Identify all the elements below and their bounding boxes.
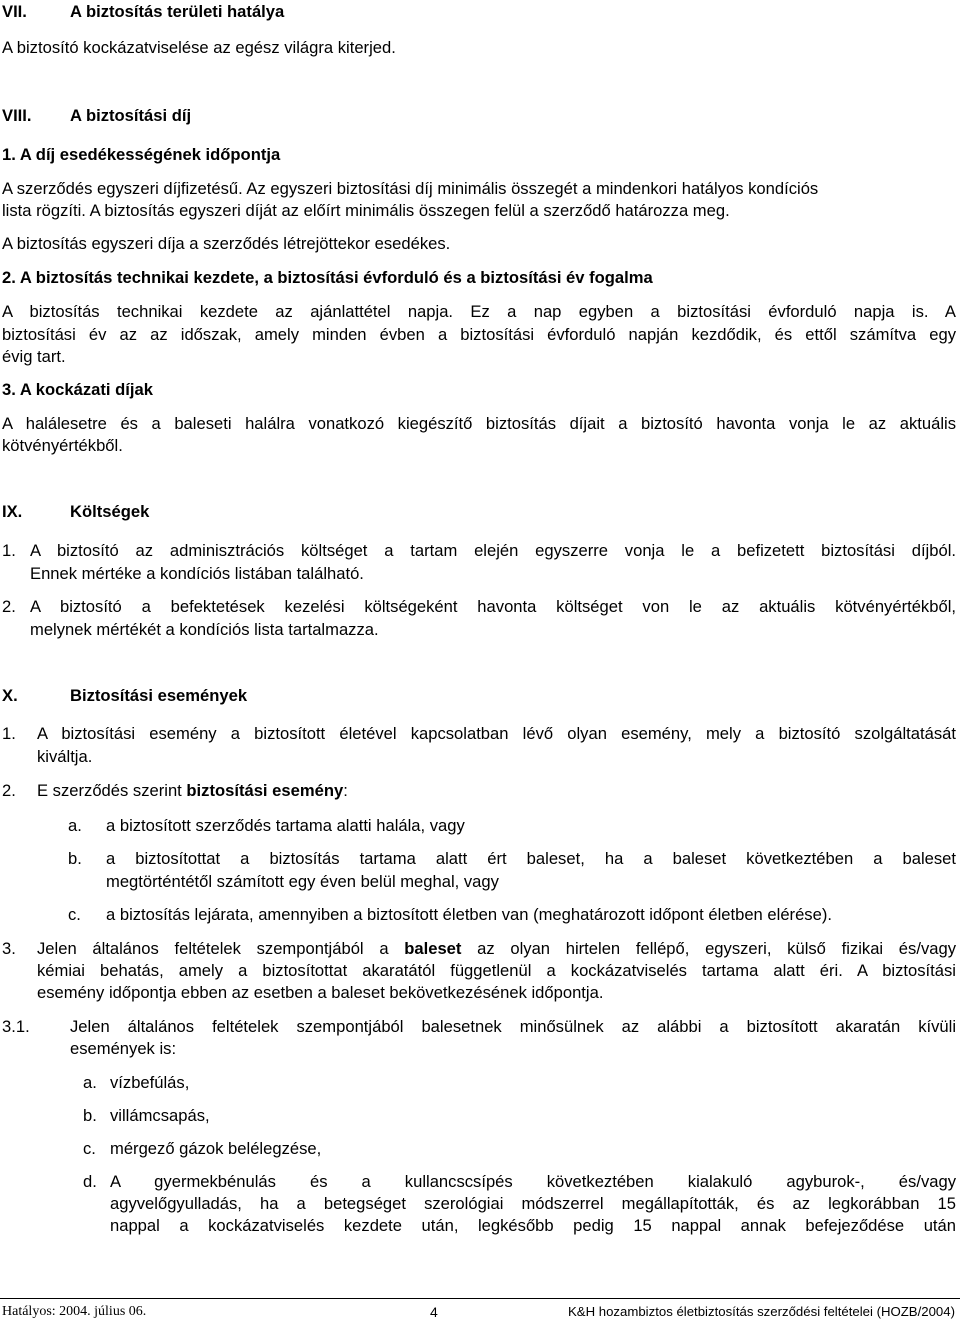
- subsection-title: 2. A biztosítás technikai kezdete, a biztosítási évforduló és a biztosítási év fogalma: [2, 268, 653, 287]
- list-item-line: kiváltja.: [37, 747, 93, 766]
- sub-list-item-line: A gyermekbénulás és a kullancscsípés következtében kialakuló agyburok-, és/vagy: [110, 1172, 956, 1191]
- section-title: Költségek: [70, 502, 150, 521]
- paragraph-line: évig tart.: [2, 347, 66, 366]
- list-item-line: A biztosító az adminisztrációs költséget a tartam elején egyszerre vonja le a befizetett biztosítási díjból.: [30, 541, 956, 560]
- section-title: A biztosítási díj: [70, 106, 192, 125]
- list-number: 1.: [2, 724, 16, 743]
- sub-list-item-line: nappal a kockázatviselés kezdete után, legkésőbb pedig 15 nappal annak befejeződése után: [110, 1216, 956, 1235]
- subsection-title: 3. A kockázati díjak: [2, 380, 153, 399]
- bold-term: baleset: [404, 939, 462, 958]
- section-number: X.: [2, 686, 18, 705]
- list-item-line: [37, 779, 956, 802]
- list-item-line: A biztosítási esemény a biztosított életével kapcsolatban lévő olyan esemény, mely a biztosító szolgáltatását: [37, 724, 956, 743]
- sub-list-item-line: agyvelőgyulladás, ha a betegséget szerológiai módszerrel megállapították, és az legkorábban 15: [110, 1194, 956, 1213]
- sub-list-letter: a.: [68, 816, 82, 835]
- section-title: Biztosítási események: [70, 686, 248, 705]
- sub-list-letter: c.: [68, 905, 81, 924]
- section-number: IX.: [2, 502, 23, 521]
- sub-list-item: a biztosított szerződés tartama alatti halála, vagy: [106, 816, 465, 835]
- list-item-line: [37, 937, 956, 960]
- sub-list-letter: a.: [83, 1073, 97, 1092]
- footer-rule: [0, 1298, 960, 1299]
- list-number: 2.: [2, 597, 16, 616]
- list-number: 1.: [2, 541, 16, 560]
- list-item-line: kémiai behatás, amely a biztosítottat akaratától függetlenül a kockázatviselés tartama alatt éri. A biztosítási: [37, 961, 956, 980]
- list-item-line: Jelen általános feltételek szempontjából balesetnek minősülnek az alábbi a biztosított akaratán kívüli: [70, 1017, 956, 1036]
- paragraph-line: lista rögzíti. A biztosítás egyszeri díját az előírt minimális összegen felül a szerződő határozza meg.: [2, 201, 730, 220]
- sub-list-item: vízbefúlás,: [110, 1073, 190, 1092]
- section-title: A biztosítás területi hatálya: [70, 2, 285, 21]
- sub-list-item: a biztosítás lejárata, amennyiben a biztosított életben van (meghatározott időpont életben elérése).: [106, 905, 832, 924]
- paragraph-line: A szerződés egyszeri díjfizetésű. Az egyszeri biztosítási díj minimális összegét a mindenkori hatályos kondíciós: [2, 179, 819, 198]
- list-item-line: esemény időpontja ebben az esetben a baleset bekövetkezésének időpontja.: [37, 983, 604, 1002]
- list-item-line: Ennek mértéke a kondíciós listában található.: [30, 564, 364, 583]
- list-number: 3.: [2, 939, 16, 958]
- list-item-line: események is:: [70, 1039, 177, 1058]
- sub-list-item: villámcsapás,: [110, 1106, 210, 1125]
- text-run: :: [343, 781, 348, 800]
- sub-list-item: mérgező gázok belélegzése,: [110, 1139, 322, 1158]
- footer-effective-date: Hatályos: 2004. július 06.: [2, 1304, 147, 1319]
- paragraph-line: kötvényértékből.: [2, 436, 123, 455]
- list-number: 3.1.: [2, 1017, 30, 1036]
- sub-list-letter: c.: [83, 1139, 96, 1158]
- subsection-title: 1. A díj esedékességének időpontja: [2, 145, 281, 164]
- sub-list-letter: d.: [83, 1172, 97, 1191]
- list-item-line: A biztosító a befektetések kezelési költségeként havonta költséget von le az aktuális kötvényértékből,: [30, 597, 956, 616]
- footer-page-number: 4: [430, 1304, 438, 1320]
- section-number: VIII.: [2, 106, 32, 125]
- paragraph: A biztosítás egyszeri díja a szerződés létrejöttekor esedékes.: [2, 234, 451, 253]
- text-run: Jelen általános feltételek szempontjából a: [37, 939, 405, 958]
- sub-list-letter: b.: [83, 1106, 97, 1125]
- text-run: az olyan hirtelen fellépő, egyszeri, külső fizikai és/vagy: [461, 939, 956, 958]
- paragraph-line: A halálesetre és a baleseti halálra vonatkozó kiegészítő biztosítás díjait a biztosító havonta vonja le az aktuális: [2, 414, 956, 433]
- text-run: E szerződés szerint: [37, 781, 187, 800]
- paragraph: A biztosító kockázatviselése az egész világra kiterjed.: [2, 38, 396, 57]
- paragraph-line: biztosítási év az az időszak, amely minden évben a biztosítási évforduló napján kezdődik, és ettől számítva egy: [2, 325, 956, 344]
- list-number: 2.: [2, 781, 16, 800]
- sub-list-item-line: megtörténtétől számított egy éven belül meghal, vagy: [106, 872, 499, 891]
- bold-term: biztosítási esemény: [186, 781, 344, 800]
- paragraph-line: A biztosítás technikai kezdete az ajánlattétel napja. Ez a nap egyben a biztosítási évforduló napja is. A: [2, 302, 956, 321]
- sub-list-letter: b.: [68, 849, 82, 868]
- section-number: VII.: [2, 2, 27, 21]
- footer-document-title: K&H hozambiztos életbiztosítás szerződési feltételei (HOZB/2004): [567, 1304, 955, 1319]
- sub-list-item-line: a biztosítottat a biztosítás tartama alatt ért baleset, ha a baleset következtében a baleset: [106, 849, 956, 868]
- list-item-line: melynek mértékét a kondíciós lista tartalmazza.: [30, 620, 379, 639]
